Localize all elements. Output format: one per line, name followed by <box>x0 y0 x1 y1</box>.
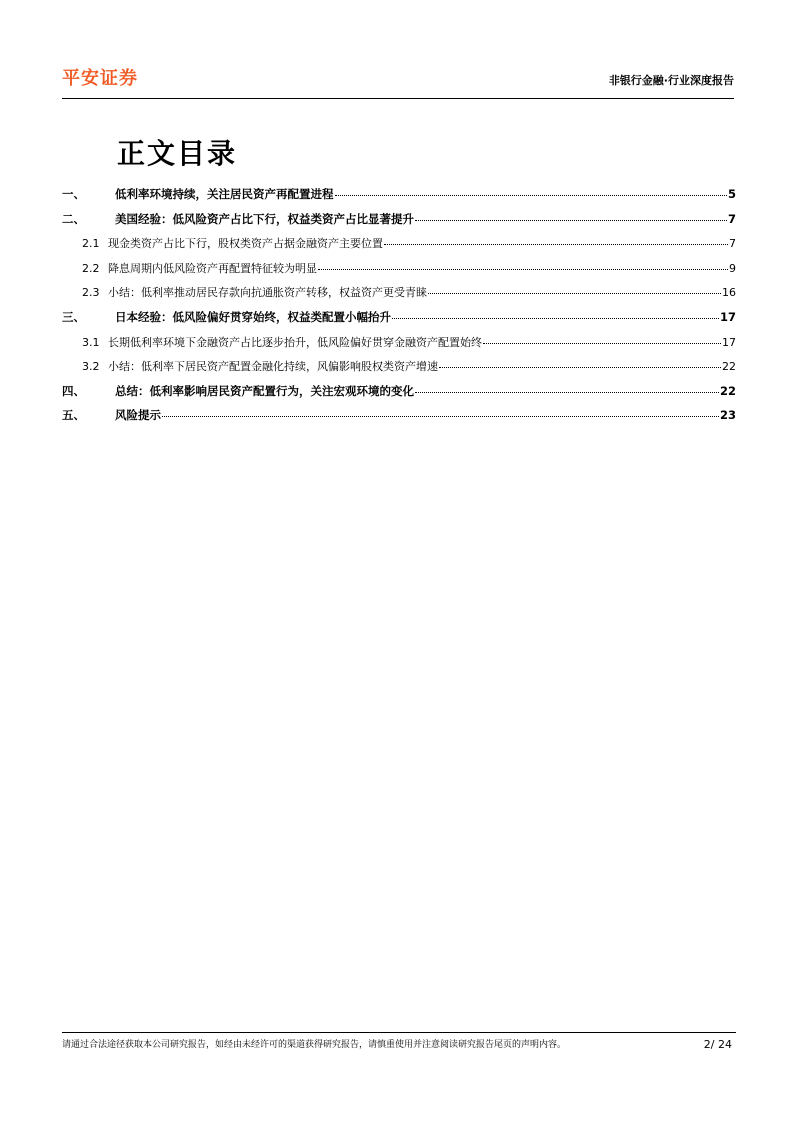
toc-heading: 正文目录 <box>117 137 238 170</box>
toc-entry-number: 二、 <box>62 211 85 226</box>
dot-leader <box>415 219 727 221</box>
toc-entry-title: 美国经验：低风险资产占比下行，权益类资产占比显著提升 <box>115 211 414 226</box>
toc-entry-page: 22 <box>722 360 736 374</box>
toc-entry-number: 3.1 <box>82 335 100 349</box>
toc-entry-page: 22 <box>719 383 736 398</box>
toc-entry-title: 长期低利率环境下金融资产占比逐步抬升，低风险偏好贯穿金融资产配置始终 <box>108 335 482 349</box>
toc-entry-number: 一、 <box>62 187 85 201</box>
footer-disclaimer: 请通过合法途径获取本公司研究报告，如经由未经许可的渠道获得研究报告，请慎重使用并注意阅读研究报告尾页的声明内容。 <box>62 1040 567 1050</box>
dot-leader <box>162 415 719 417</box>
toc-entry-page: 7 <box>727 211 736 226</box>
toc-entry-page: 17 <box>722 335 736 349</box>
toc-entry-title: 小结：低利率推动居民存款向抗通胀资产转移，权益资产更受青睐 <box>108 286 427 300</box>
toc-entry-title: 降息周期内低风险资产再配置特征较为明显 <box>108 261 317 275</box>
company-logo: 平安证券 <box>62 68 138 89</box>
toc-entry-title: 风险提示 <box>115 408 161 423</box>
toc-entry-page: 17 <box>719 309 736 324</box>
toc-entry-page: 9 <box>729 261 736 275</box>
toc-entry-title: 总结：低利率影响居民资产配置行为，关注宏观环境的变化 <box>115 383 414 398</box>
toc-entry-number: 3.2 <box>82 360 100 374</box>
toc-entry-2[interactable] <box>62 211 736 236</box>
toc-entry-title: 小结：低利率下居民资产配置金融化持续，风偏影响股权类资产增速 <box>108 360 438 374</box>
toc-entry-page: 23 <box>719 408 736 423</box>
toc-entry-number: 2.3 <box>82 286 100 300</box>
dot-leader <box>439 366 721 368</box>
page-header <box>62 62 734 99</box>
toc-entry-5[interactable] <box>62 407 736 432</box>
toc-entry-number: 四、 <box>62 383 85 398</box>
toc-entry-number: 五、 <box>62 408 85 423</box>
toc-entry-2-1[interactable] <box>62 235 736 260</box>
toc-entry-3-2[interactable] <box>62 358 736 383</box>
dot-leader <box>392 317 719 319</box>
toc-entry-3-1[interactable] <box>62 334 736 359</box>
toc-entry-1[interactable] <box>62 186 736 211</box>
toc-entry-title: 现金类资产占比下行，股权类资产占据金融资产主要位置 <box>108 237 383 251</box>
toc-entry-2-3[interactable] <box>62 284 736 309</box>
footer-divider <box>62 1032 736 1033</box>
dot-leader <box>318 268 728 270</box>
dot-leader <box>428 292 721 294</box>
toc-entry-2-2[interactable] <box>62 260 736 285</box>
toc-entry-number: 2.1 <box>82 237 100 251</box>
toc-entry-3[interactable] <box>62 309 736 334</box>
toc-entry-number: 三、 <box>62 309 85 324</box>
toc-entry-page: 7 <box>729 237 736 251</box>
toc-entry-number: 2.2 <box>82 261 100 275</box>
dot-leader <box>384 243 728 245</box>
dot-leader <box>483 342 721 344</box>
toc-entry-title: 低利率环境持续，关注居民资产再配置进程 <box>115 187 334 201</box>
toc-entry-title: 日本经验：低风险偏好贯穿始终，权益类配置小幅抬升 <box>115 309 391 324</box>
page-number: 2/ 24 <box>703 1038 732 1051</box>
toc-entry-page: 16 <box>722 286 736 300</box>
dot-leader <box>415 391 719 393</box>
dot-leader <box>335 194 727 196</box>
table-of-contents <box>62 186 736 432</box>
toc-entry-page: 5 <box>727 187 736 201</box>
report-category: 非银行金融·行业深度报告 <box>608 74 734 87</box>
toc-entry-4[interactable] <box>62 383 736 408</box>
